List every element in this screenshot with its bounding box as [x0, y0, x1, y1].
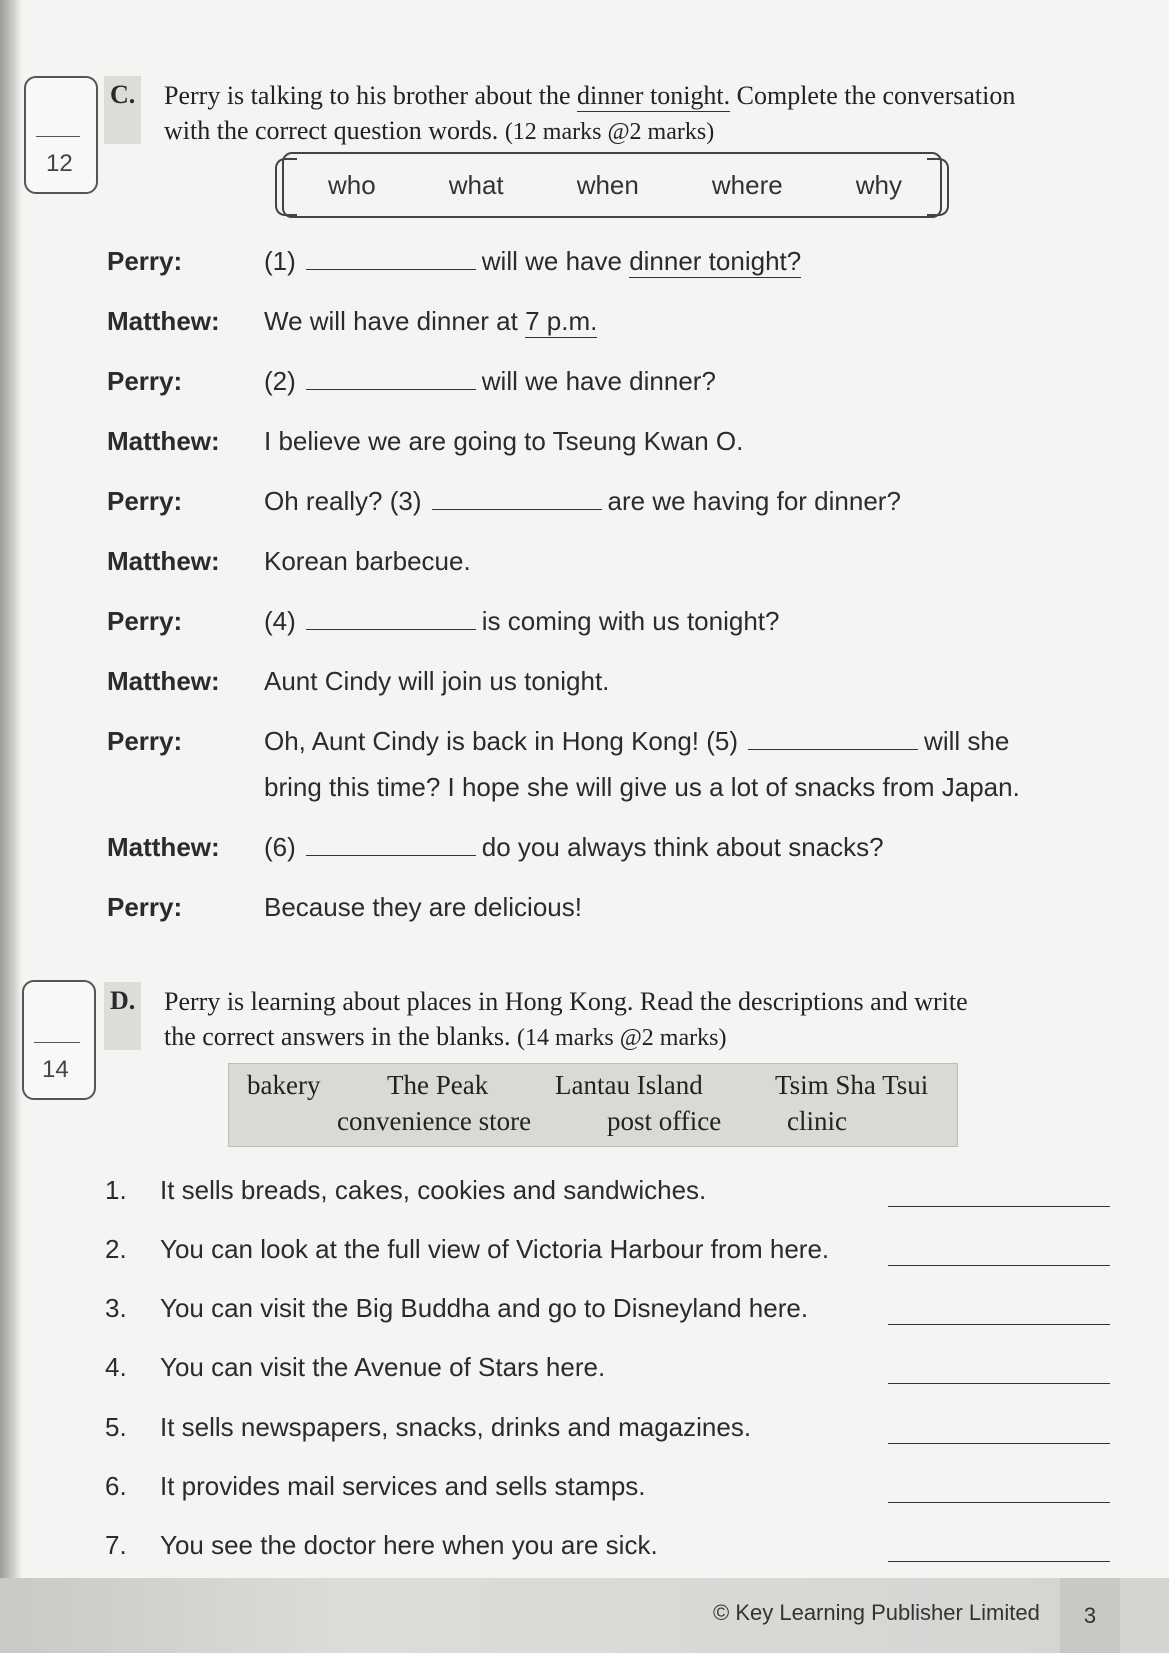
answer-blank-3[interactable] [432, 487, 602, 510]
dialogue-underlined: dinner tonight? [629, 246, 802, 276]
section-c-title-underlined: dinner tonight. [577, 81, 731, 110]
speaker-label: Perry: [107, 366, 183, 396]
answer-line-1[interactable] [888, 1206, 1110, 1207]
dialogue-text: is coming with us tonight? [481, 606, 780, 636]
question-text: You can visit the Big Buddha and go to Disneyland here. [160, 1293, 809, 1323]
answer-blank-6[interactable] [306, 833, 476, 856]
page-binding-shadow [0, 0, 22, 1653]
score-blank-d [34, 1042, 80, 1043]
question-text: It provides mail services and sells stamps. [160, 1471, 646, 1501]
dialogue-line-9 [264, 726, 1114, 757]
answer-blank-1[interactable] [306, 247, 476, 270]
answer-blank-5[interactable] [748, 727, 918, 750]
dialogue-text: will she [924, 726, 1010, 756]
word-bank-c-item: when [576, 169, 639, 200]
section-d-marks: (14 marks @2 marks) [517, 1025, 727, 1051]
section-c-title-line2: with the correct question words. [164, 116, 499, 145]
word-bank-d-item: The Peak [387, 1070, 489, 1100]
section-d-title-line1: Perry is learning about places in Hong Kong. Read the descriptions and write [164, 987, 968, 1016]
answer-line-3[interactable] [888, 1324, 1110, 1325]
page-number-text: 3 [1083, 1602, 1097, 1628]
speaker-label: Matthew: [107, 546, 220, 576]
answer-line-4[interactable] [888, 1383, 1110, 1384]
dialogue-text: will we have dinner? [481, 366, 716, 396]
question-number: 4. [105, 1352, 127, 1382]
blank-number: (2) [264, 366, 296, 396]
dialogue-line-7 [264, 606, 780, 637]
dialogue-line-10 [264, 832, 884, 863]
speaker-label: Matthew: [107, 426, 220, 456]
section-d-title-line2: the correct answers in the blanks. [164, 1022, 511, 1051]
speaker-label: Matthew: [107, 306, 220, 336]
answer-blank-2[interactable] [306, 367, 476, 390]
speaker-label: Matthew: [107, 832, 220, 862]
dialogue-line-8: Aunt Cindy will join us tonight. [264, 666, 610, 696]
answer-line-7[interactable] [888, 1561, 1110, 1562]
word-bank-d-item: clinic [787, 1106, 847, 1136]
score-total-c: 12 [46, 150, 73, 177]
word-bank-d-item: Tsim Sha Tsui [775, 1070, 929, 1100]
dialogue-text: Oh, Aunt Cindy is back in Hong Kong! [264, 726, 707, 756]
question-number: 2. [105, 1234, 127, 1264]
answer-blank-4[interactable] [306, 607, 476, 630]
dialogue-text: Oh really? [264, 486, 390, 516]
publisher-credit: © Key Learning Publisher Limited [713, 1600, 1040, 1625]
word-bank-d-item: bakery [247, 1070, 321, 1100]
question-text: You see the doctor here when you are sick. [160, 1530, 658, 1560]
section-c-letter: C. [104, 76, 141, 144]
blank-number: (3) [389, 486, 422, 516]
answer-line-5[interactable] [888, 1443, 1110, 1444]
blank-number: (1) [264, 246, 296, 276]
word-bank-c [282, 152, 942, 218]
word-bank-d-item: post office [607, 1106, 722, 1136]
page-number [1060, 1578, 1120, 1653]
dialogue-line-4: I believe we are going to Tseung Kwan O. [264, 426, 744, 456]
dialogue-text: will we have [481, 246, 630, 276]
question-number: 3. [105, 1293, 127, 1323]
dialogue-text: do you always think about snacks? [481, 832, 884, 862]
question-number: 7. [105, 1530, 127, 1560]
word-bank-c-item: where [711, 169, 783, 200]
dialogue-line-3 [264, 366, 716, 397]
question-text: It sells breads, cakes, cookies and sandwiches. [160, 1175, 707, 1205]
word-bank-d-item: convenience store [337, 1106, 532, 1136]
speaker-label: Perry: [107, 486, 183, 516]
question-number: 1. [105, 1175, 127, 1205]
dialogue-line-1 [264, 246, 801, 277]
speaker-label: Perry: [107, 726, 183, 756]
section-c-title-post: Complete the conversation [730, 81, 1016, 110]
section-c-title-pre: Perry is talking to his brother about the [164, 81, 578, 110]
dialogue-line-2 [264, 306, 597, 337]
blank-number: (4) [264, 606, 296, 636]
word-bank-d-item: Lantau Island [555, 1070, 703, 1100]
word-bank-c-item: who [328, 169, 376, 200]
blank-number: (6) [264, 832, 296, 862]
score-total-d: 14 [42, 1056, 69, 1083]
answer-line-6[interactable] [888, 1502, 1110, 1503]
answer-line-2[interactable] [888, 1265, 1110, 1266]
question-text: You can look at the full view of Victoria Harbour from here. [160, 1234, 830, 1264]
section-c-marks: (12 marks @2 marks) [504, 119, 715, 145]
dialogue-underlined: 7 p.m. [525, 306, 598, 336]
dialogue-line-6: Korean barbecue. [264, 546, 471, 576]
question-text: It sells newspapers, snacks, drinks and magazines. [160, 1412, 752, 1442]
speaker-label: Perry: [107, 246, 183, 276]
section-d-letter: D. [104, 982, 141, 1050]
speaker-label: Matthew: [107, 666, 220, 696]
dialogue-line-5 [264, 486, 901, 517]
score-blank-c [36, 136, 80, 137]
word-bank-c-item: why [855, 169, 902, 200]
dialogue-line-9b: bring this time? I hope she will give us a lot of snacks from Japan. [264, 772, 1020, 802]
word-bank-c-item: what [448, 169, 504, 200]
question-number: 6. [105, 1471, 127, 1501]
question-text: You can visit the Avenue of Stars here. [160, 1352, 606, 1382]
word-bank-d [228, 1063, 958, 1147]
dialogue-text: We will have dinner at [264, 306, 526, 336]
blank-number: (5) [706, 726, 739, 756]
dialogue-text: are we having for dinner? [607, 486, 901, 516]
speaker-label: Perry: [107, 892, 183, 922]
section-d-title [164, 984, 968, 1056]
dialogue-line-11: Because they are delicious! [264, 892, 582, 922]
question-number: 5. [105, 1412, 127, 1442]
speaker-label: Perry: [107, 606, 183, 636]
section-c-title [164, 78, 1015, 150]
